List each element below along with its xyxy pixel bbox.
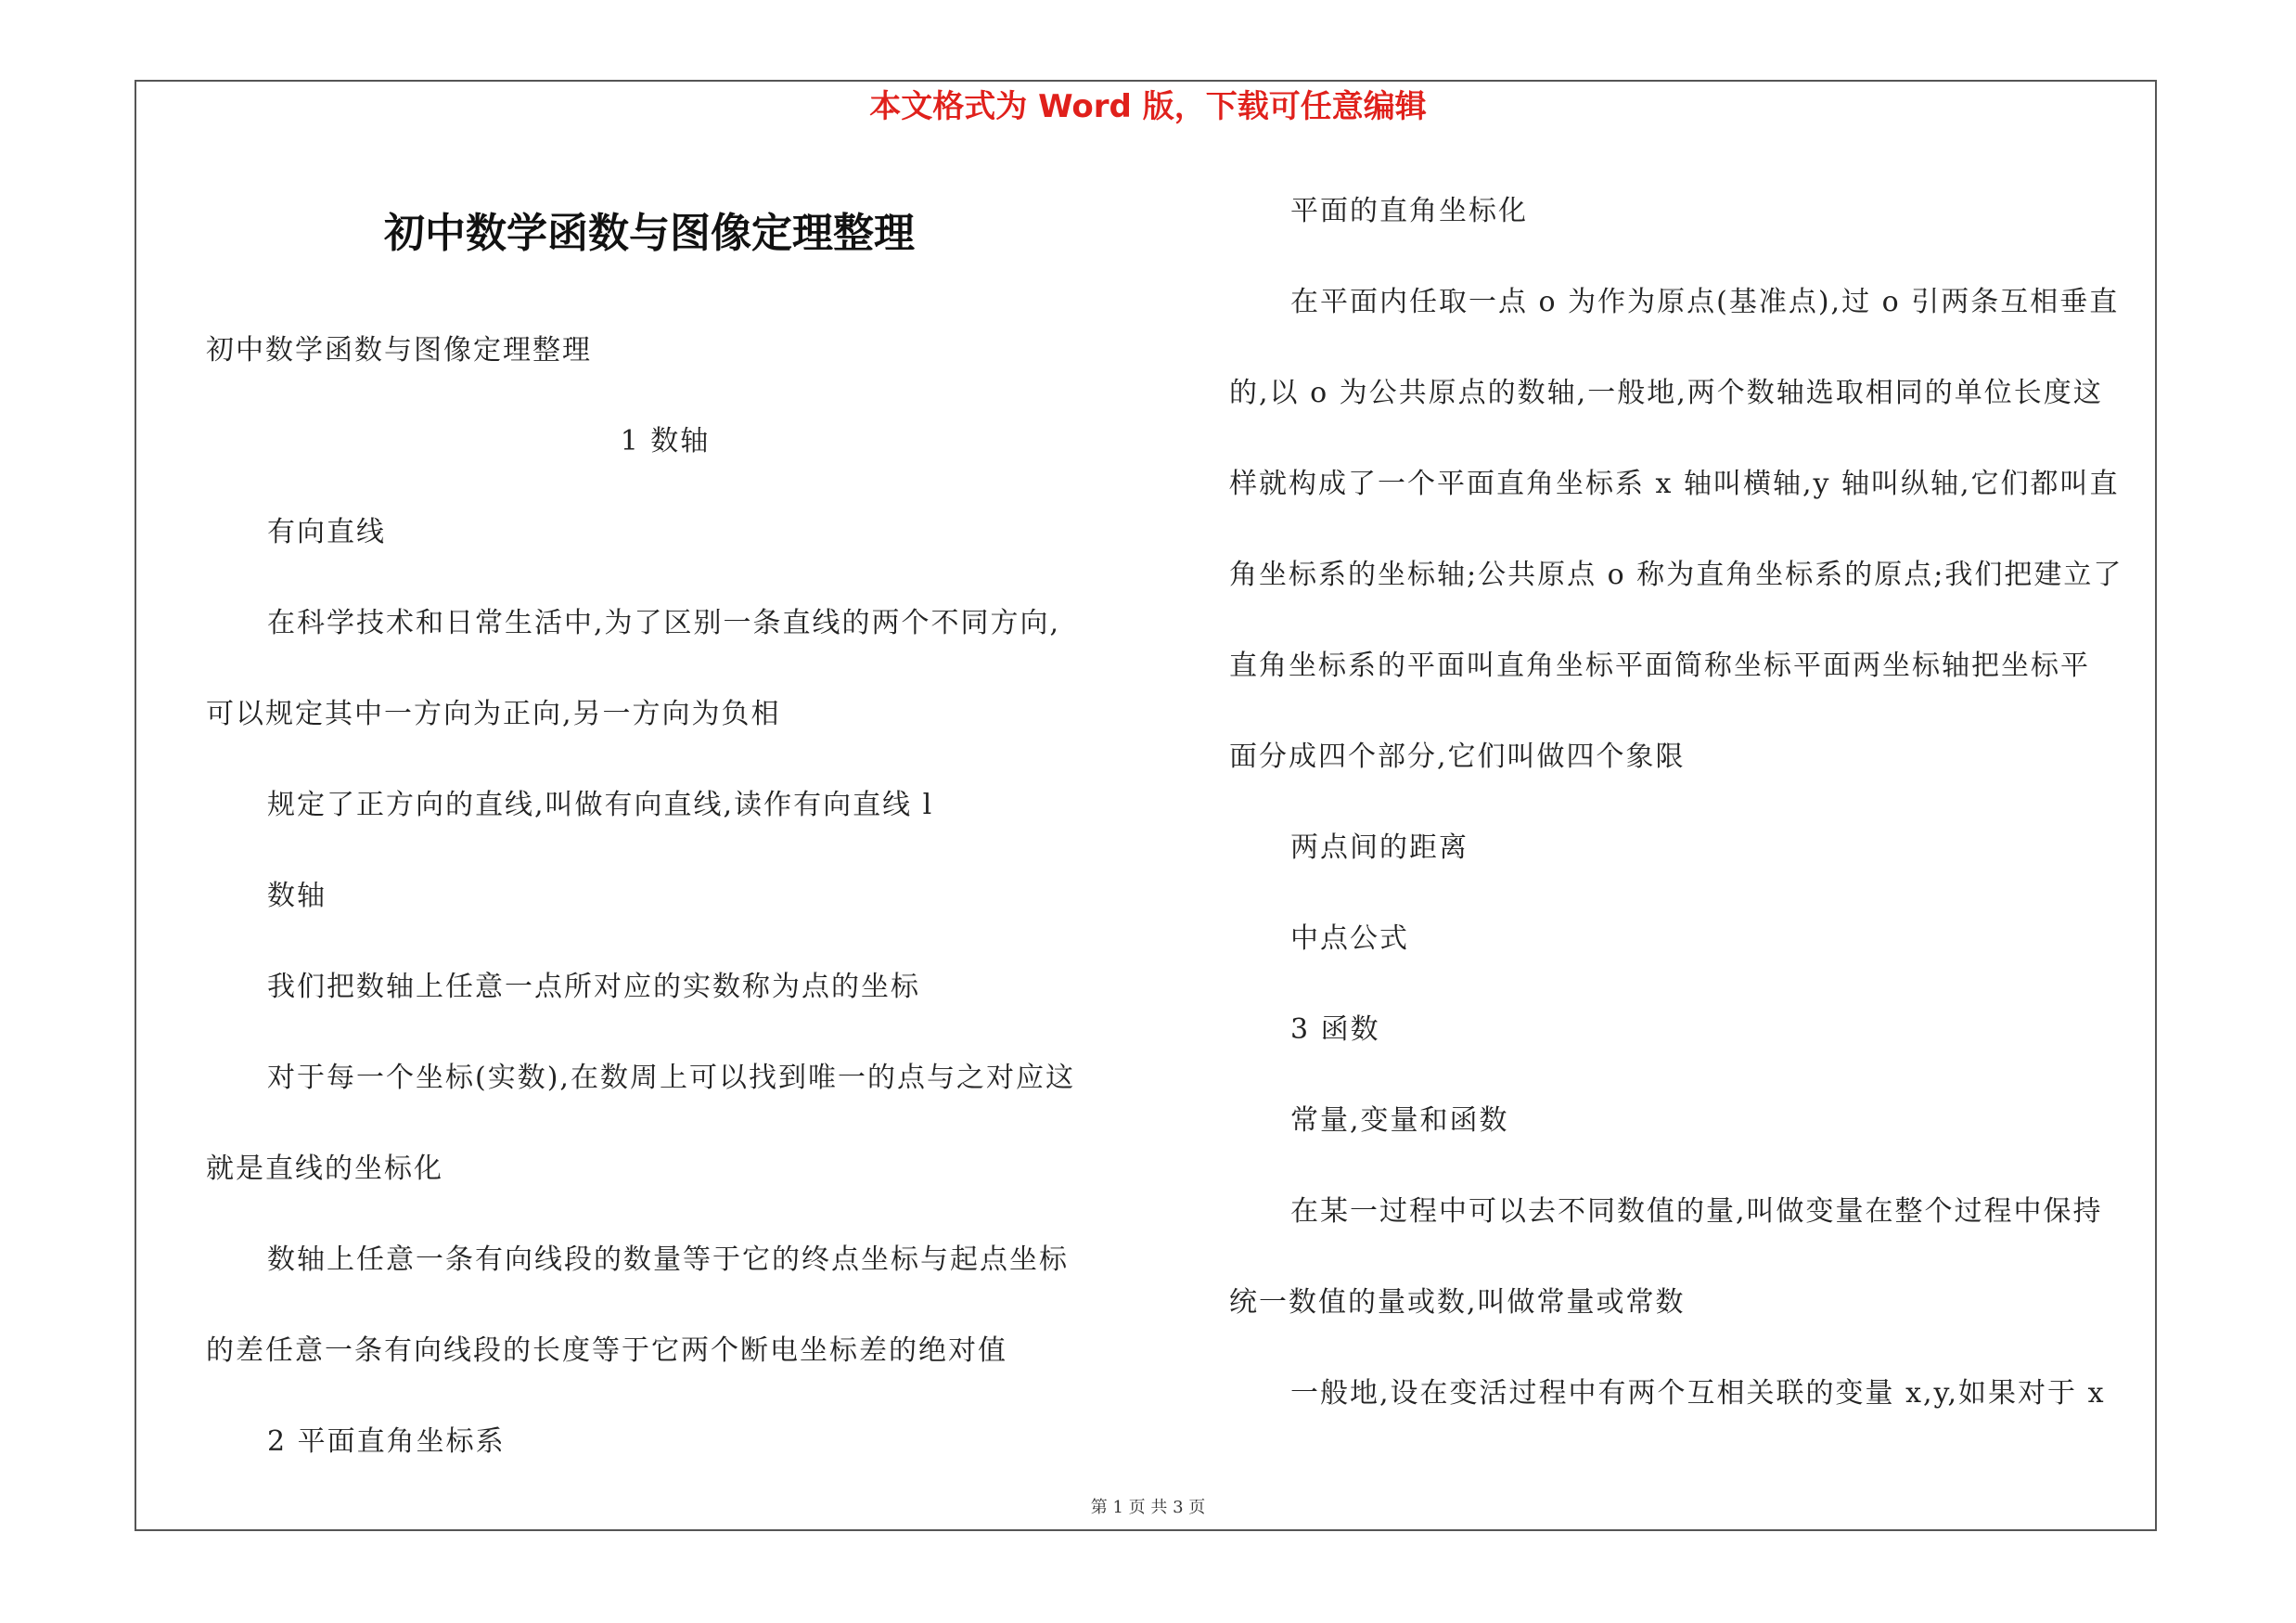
section-heading: 2 平面直角坐标系 [267,1425,506,1458]
page-footer: 第 1 页 共 3 页 [1090,1498,1206,1517]
paragraph-line: 角坐标系的坐标轴;公共原点 o 称为直角坐标系的原点;我们把建立了 [1229,559,2123,591]
subheading: 两点间的距离 [1290,831,1469,864]
subheading: 中点公式 [1290,922,1409,955]
subheading: 常量,变量和函数 [1290,1104,1509,1137]
paragraph-line: 规定了正方向的直线,叫做有向直线,读作有向直线 l [267,789,934,821]
format-banner: 本文格式为 Word 版，下载可任意编辑 [869,88,1427,125]
paragraph-line: 就是直线的坐标化 [206,1153,443,1185]
paragraph-line: 面分成四个部分,它们叫做四个象限 [1229,741,1686,773]
paragraph-line: 一般地,设在变活过程中有两个互相关联的变量 x,y,如果对于 x [1290,1377,2106,1410]
paragraph-line: 对于每一个坐标(实数),在数周上可以找到唯一的点与之对应这 [267,1062,1075,1094]
document-title: 初中数学函数与图像定理整理 [384,210,915,257]
paragraph-line: 在某一过程中可以去不同数值的量,叫做变量在整个过程中保持 [1290,1195,2103,1228]
paragraph-line: 直角坐标系的平面叫直角坐标平面简称坐标平面两坐标轴把坐标平 [1229,650,2090,682]
paragraph-line: 数轴上任意一条有向线段的数量等于它的终点坐标与起点坐标 [267,1243,1069,1276]
paragraph-line: 统一数值的量或数,叫做常量或常数 [1229,1286,1686,1319]
paragraph-line: 我们把数轴上任意一点所对应的实数称为点的坐标 [267,971,920,1003]
paragraph-line: 样就构成了一个平面直角坐标系 x 轴叫横轴,y 轴叫纵轴,它们都叫直 [1229,468,2120,500]
paragraph-line: 可以规定其中一方向为正向,另一方向为负相 [206,698,781,730]
section-heading: 1 数轴 [620,425,711,457]
right-column [1229,166,2157,1439]
subtitle-line: 初中数学函数与图像定理整理 [206,334,592,367]
paragraph-line: 的,以 o 为公共原点的数轴,一般地,两个数轴选取相同的单位长度这 [1229,377,2103,409]
left-column [206,305,1124,1488]
subheading: 有向直线 [267,516,386,548]
paragraph-line: 的差任意一条有向线段的长度等于它两个断电坐标差的绝对值 [206,1334,1007,1367]
subheading: 数轴 [267,880,327,912]
paragraph-line: 在科学技术和日常生活中,为了区别一条直线的两个不同方向, [267,607,1061,639]
paragraph-line: 在平面内任取一点 o 为作为原点(基准点),过 o 引两条互相垂直 [1290,286,2120,318]
subheading: 平面的直角坐标化 [1290,195,1528,227]
section-heading: 3 函数 [1290,1013,1380,1046]
